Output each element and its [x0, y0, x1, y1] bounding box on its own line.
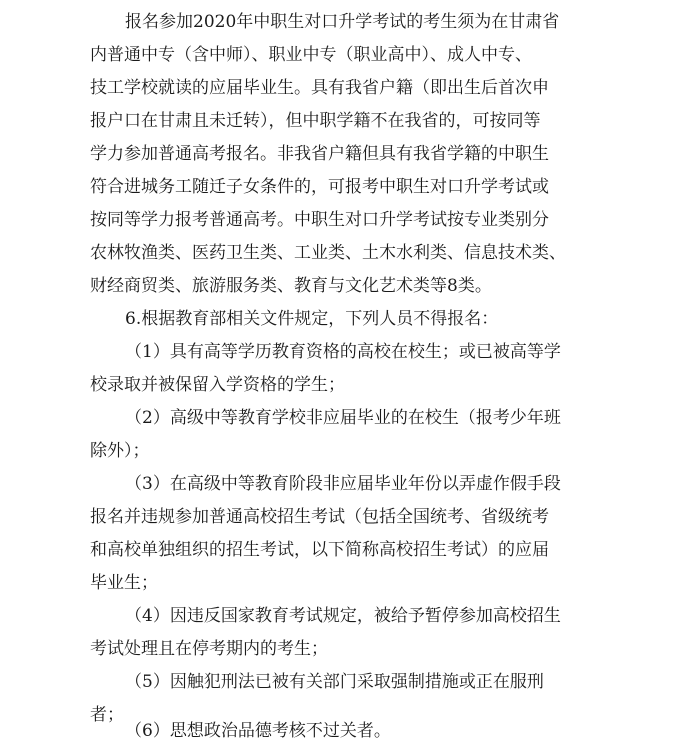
text-line: 和高校单独组织的招生考试，以下简称高校招生考试）的应届 — [90, 540, 549, 560]
text-line: 考试处理且在停考期内的考生； — [90, 639, 328, 659]
text-line: 财经商贸类、旅游服务类、教育与文化艺术类等8类。 — [90, 276, 492, 296]
text-line: （4）因违反国家教育考试规定，被给予暂停参加高校招生 — [125, 606, 561, 626]
text-line: 校录取并被保留入学资格的学生； — [90, 375, 345, 395]
text-line: 报户口在甘肃且未迁转），但中职学籍不在我省的，可按同等 — [90, 111, 541, 131]
text-line: （6）思想政治品德考核不过关者。 — [125, 721, 391, 741]
text-line: 内普通中专（含中师）、职业中专（职业高中）、成人中专、 — [90, 45, 532, 65]
text-line: （5）因触犯刑法已被有关部门采取强制措施或正在服刑 — [125, 672, 544, 692]
text-line: 学力参加普通高考报名。非我省户籍但具有我省学籍的中职生 — [90, 144, 549, 164]
text-line: （1）具有高等学历教育资格的高校在校生；或已被高等学 — [125, 342, 561, 362]
text-line: 农林牧渔类、医药卫生类、工业类、土木水利类、信息技术类、 — [90, 243, 566, 263]
text-line: 毕业生； — [90, 573, 158, 593]
text-line: 报名参加2020年中职生对口升学考试的考生须为在甘肃省 — [125, 12, 560, 32]
text-line: 技工学校就读的应届毕业生。具有我省户籍（即出生后首次申 — [90, 78, 549, 98]
text-line: 除外）； — [90, 441, 150, 461]
text-line: 6.根据教育部相关文件规定，下列人员不得报名： — [125, 309, 499, 329]
text-line: 按同等学力报考普通高考。中职生对口升学考试按专业类别分 — [90, 210, 549, 230]
text-line: 者； — [90, 705, 124, 725]
text-line: 符合进城务工随迁子女条件的，可报考中职生对口升学考试或 — [90, 177, 549, 197]
text-line: 报名并违规参加普通高校招生考试（包括全国统考、省级统考 — [90, 507, 549, 527]
text-line: （3）在高级中等教育阶段非应届毕业年份以弄虚作假手段 — [125, 474, 561, 494]
text-line: （2）高级中等教育学校非应届毕业的在校生（报考少年班 — [125, 408, 561, 428]
